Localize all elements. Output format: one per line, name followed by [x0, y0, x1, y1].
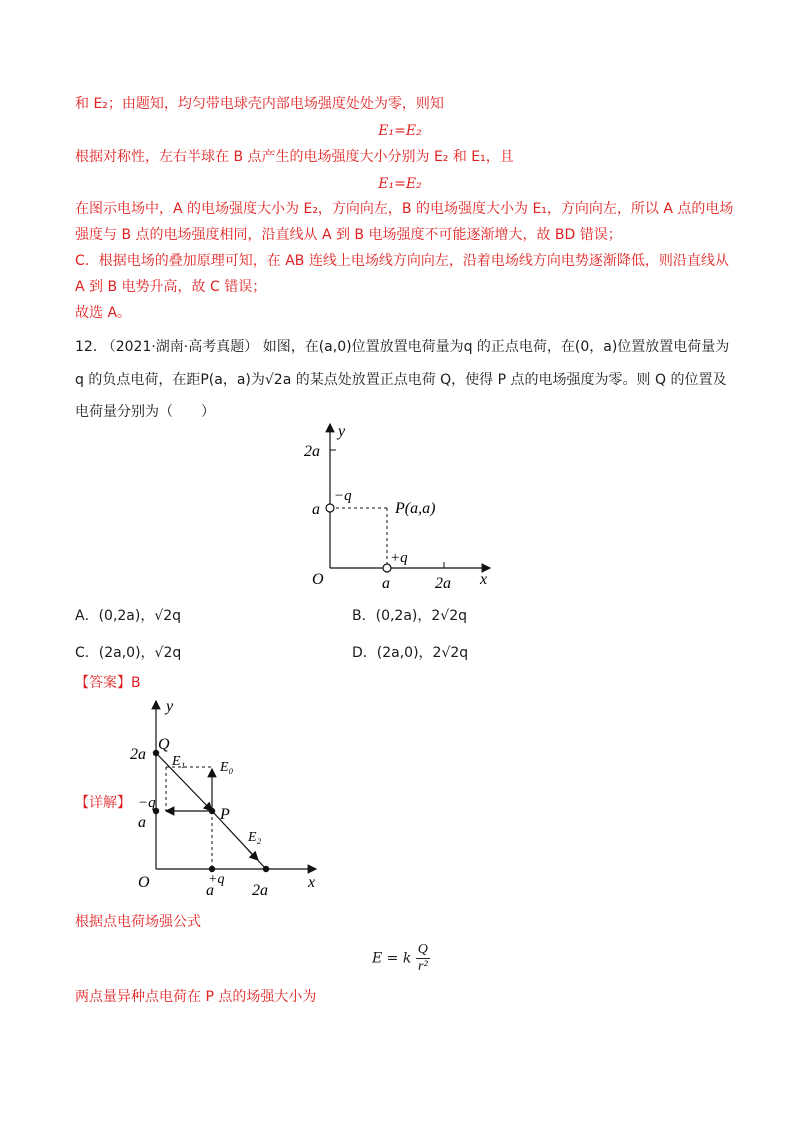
question-number: 12. [75, 339, 98, 355]
x-tick-2a: 2a [252, 882, 268, 899]
solution-line-5: C．根据电场的叠加原理可知，在 AB 连线上电场线方向向左，沿着电场线方向电势逐渐降低，则沿直线从 [75, 253, 729, 269]
solution-line-4: 强度与 B 点的电场强度相同，沿直线从 A 到 B 电场强度不可能逐渐增大，故 BD 错误； [75, 227, 622, 243]
point-p-label: P(a,a) [395, 500, 436, 517]
point-p [209, 808, 215, 814]
x-axis-label: x [308, 874, 316, 891]
point-2a [263, 866, 269, 872]
solution-line-2: 根据对称性，左右半球在 B 点产生的电场强度大小分别为 E₂ 和 E₁，且 [75, 149, 514, 165]
y-tick-a: a [312, 501, 320, 518]
solution-bottom-line-1: 根据点电荷场强公式 [75, 914, 201, 930]
origin-label: O [138, 874, 150, 891]
y-tick-a: a [138, 814, 146, 831]
question-source: （2021·湖南·高考真题） [101, 339, 259, 355]
e0-label: E₀ [220, 760, 234, 775]
negative-charge [326, 504, 334, 512]
question-header [75, 337, 729, 357]
formula-fraction [416, 942, 430, 975]
solution-line-6: A 到 B 电势升高，故 C 错误； [75, 279, 267, 295]
equation-e1-e2-second: E₁=E₂ [378, 176, 422, 192]
option-c[interactable]: C．(2a,0)，√2q [75, 645, 182, 661]
positive-charge-label: +q [390, 550, 408, 566]
question-text-3: 电荷量分别为（ ） [75, 404, 215, 420]
solution-figure [128, 697, 328, 902]
solution-line-7: 故选 A。 [75, 305, 132, 321]
question-text-2: q 的负点电荷，在距P(a，a)为√2a 的某点处放置正点电荷 Q，使得 P 点的电场强度为零。则 Q 的位置及 [75, 372, 727, 388]
equation-e1-e2: E₁=E₂ [378, 123, 422, 139]
solution-bottom-line-2: 两点量异种点电荷在 P 点的场强大小为 [75, 989, 317, 1005]
positive-charge-label: +q [208, 872, 225, 887]
question-text-1: 如图，在(a,0)位置放置电荷量为q 的正点电荷，在(0，a)位置放置电荷量为 [262, 339, 730, 355]
e1-label: E₁ [172, 754, 186, 769]
negative-charge-label: −q [138, 795, 156, 811]
x-tick-a: a [206, 882, 214, 899]
p-label: P [220, 806, 230, 823]
x-tick-a: a [382, 575, 390, 590]
y-tick-2a: 2a [304, 443, 320, 460]
solution-line-3: 在图示电场中，A 的电场强度大小为 E₂，方向向左，B 的电场强度大小为 E₁，方向向左，所以 A 点的电场 [75, 201, 734, 217]
y-axis-label: y [166, 698, 174, 715]
y-axis-label: y [338, 423, 346, 440]
y-tick-2a: 2a [130, 746, 146, 763]
x-axis-label: x [480, 571, 488, 588]
option-a[interactable]: A．(0,2a)，√2q [75, 608, 182, 624]
q-label: Q [158, 736, 170, 753]
origin-label: O [312, 571, 324, 588]
x-tick-2a: 2a [435, 575, 451, 590]
option-d[interactable]: D．(2a,0)，2√2q [352, 645, 469, 661]
formula-numerator: Q [417, 942, 428, 957]
detail-label: 【详解】 [75, 795, 131, 811]
formula-denominator: r² [418, 959, 428, 974]
formula-lhs: E = k [372, 950, 412, 967]
coulomb-formula [372, 942, 430, 975]
answer-label: 【答案】B [75, 675, 141, 691]
negative-charge-label: −q [334, 488, 352, 504]
option-b[interactable]: B．(0,2a)，2√2q [352, 608, 467, 624]
solution-line-1: 和 E₂；由题知，均匀带电球壳内部电场强度处处为零，则知 [75, 96, 444, 112]
e2-label: E₂ [248, 830, 262, 845]
question-figure [290, 418, 510, 590]
